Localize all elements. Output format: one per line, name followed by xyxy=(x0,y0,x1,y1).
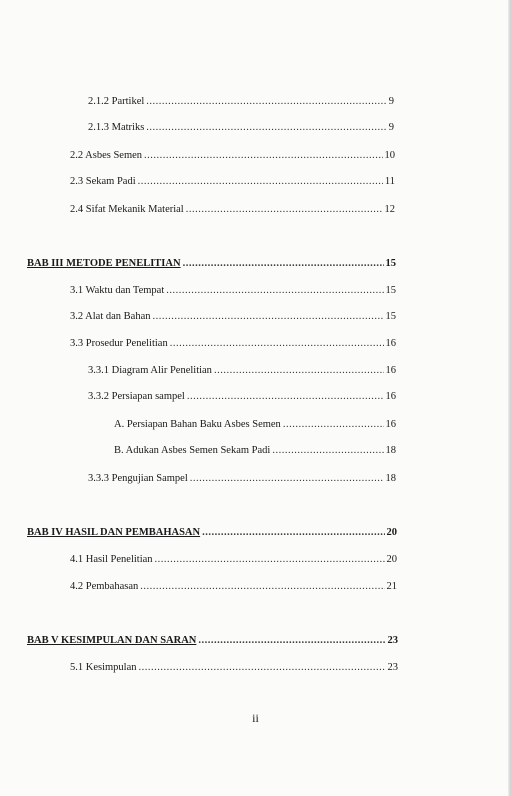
toc-entry-3-3-2-a[interactable] xyxy=(114,418,396,432)
toc-entry-label: 3.3.2 Persiapan sampel xyxy=(88,391,185,402)
dot-leader xyxy=(146,95,386,109)
toc-entry-label: 2.1.2 Partikel xyxy=(88,96,145,107)
toc-entry-label: 4.2 Pembahasan xyxy=(70,581,139,592)
toc-entry-2-2[interactable] xyxy=(70,149,395,163)
toc-entry-3-3-3[interactable] xyxy=(88,472,396,486)
dot-leader xyxy=(144,149,382,163)
dot-leader xyxy=(146,121,386,135)
toc-page-number: 20 xyxy=(386,554,397,565)
toc-entry-4-1[interactable] xyxy=(70,553,397,567)
toc-entry-3-3-2[interactable] xyxy=(88,390,396,404)
toc-chapter-bab-4[interactable] xyxy=(27,526,397,540)
dot-leader xyxy=(155,553,385,567)
dot-leader xyxy=(198,634,385,648)
toc-entry-label: 3.2 Alat dan Bahan xyxy=(70,311,151,322)
toc-entry-3-3-2-b[interactable] xyxy=(114,444,396,458)
dot-leader xyxy=(202,526,384,540)
toc-entry-label: 2.4 Sifat Mekanik Material xyxy=(70,204,184,215)
toc-chapter-bab-5[interactable] xyxy=(27,634,398,648)
dot-leader xyxy=(139,661,386,675)
toc-entry-3-2[interactable] xyxy=(70,310,396,324)
toc-page-number: 16 xyxy=(385,391,396,402)
dot-leader xyxy=(170,337,384,351)
toc-entry-label: 2.2 Asbes Semen xyxy=(70,150,143,161)
toc-entry-label: 3.3 Prosedur Penelitian xyxy=(70,338,168,349)
toc-page-number: 10 xyxy=(384,150,395,161)
toc-page-number: 15 xyxy=(385,258,396,269)
toc-entry-3-3[interactable] xyxy=(70,337,396,351)
toc-entry-2-4[interactable] xyxy=(70,203,395,217)
toc-page-number: 23 xyxy=(387,635,398,646)
toc-chapter-label: BAB IV HASIL DAN PEMBAHASAN xyxy=(27,527,201,538)
toc-page-number: 16 xyxy=(385,365,396,376)
toc-entry-label: A. Persiapan Bahan Baku Asbes Semen xyxy=(114,419,281,430)
toc-page-number: 15 xyxy=(385,285,396,296)
toc-chapter-bab-3[interactable] xyxy=(27,257,396,271)
toc-page-number: 21 xyxy=(386,581,397,592)
toc-entry-label: 5.1 Kesimpulan xyxy=(70,662,137,673)
dot-leader xyxy=(214,364,384,378)
dot-leader xyxy=(190,472,384,486)
dot-leader xyxy=(138,175,383,189)
toc-entry-label: 4.1 Hasil Penelitian xyxy=(70,554,153,565)
toc-entry-3-1[interactable] xyxy=(70,284,396,298)
dot-leader xyxy=(183,257,384,271)
page-number-footer: ii xyxy=(252,711,259,725)
toc-entry-label: 3.1 Waktu dan Tempat xyxy=(70,285,165,296)
dot-leader xyxy=(283,418,384,432)
toc-page-number: 15 xyxy=(385,311,396,322)
toc-page-number: 16 xyxy=(385,419,396,430)
toc-page-number: 11 xyxy=(384,176,395,187)
toc-page-number: 18 xyxy=(385,445,396,456)
toc-page-number: 12 xyxy=(384,204,395,215)
dot-leader xyxy=(187,390,384,404)
toc-entry-label: 2.1.3 Matriks xyxy=(88,122,145,133)
toc-chapter-label: BAB V KESIMPULAN DAN SARAN xyxy=(27,635,197,646)
toc-page-number: 18 xyxy=(385,473,396,484)
toc-entry-2-1-2[interactable] xyxy=(88,95,394,109)
dot-leader xyxy=(140,580,384,594)
toc-entry-4-2[interactable] xyxy=(70,580,397,594)
dot-leader xyxy=(166,284,383,298)
toc-entry-label: 3.3.1 Diagram Alir Penelitian xyxy=(88,365,212,376)
toc-entry-5-1[interactable] xyxy=(70,661,398,675)
toc-entry-3-3-1[interactable] xyxy=(88,364,396,378)
dot-leader xyxy=(152,310,383,324)
toc-page-number: 23 xyxy=(387,662,398,673)
toc-entry-2-1-3[interactable] xyxy=(88,121,394,135)
toc-page-number: 16 xyxy=(385,338,396,349)
toc-chapter-label: BAB III METODE PENELITIAN xyxy=(27,258,181,269)
toc-page-number: 20 xyxy=(386,527,397,538)
toc-entry-label: 3.3.3 Pengujian Sampel xyxy=(88,473,188,484)
dot-leader xyxy=(272,444,383,458)
toc-entry-label: B. Adukan Asbes Semen Sekam Padi xyxy=(114,445,271,456)
dot-leader xyxy=(186,203,383,217)
toc-entry-2-3[interactable] xyxy=(70,175,395,189)
toc-page-number: 9 xyxy=(388,96,394,107)
toc-entry-label: 2.3 Sekam Padi xyxy=(70,176,136,187)
toc-page-number: 9 xyxy=(388,122,394,133)
